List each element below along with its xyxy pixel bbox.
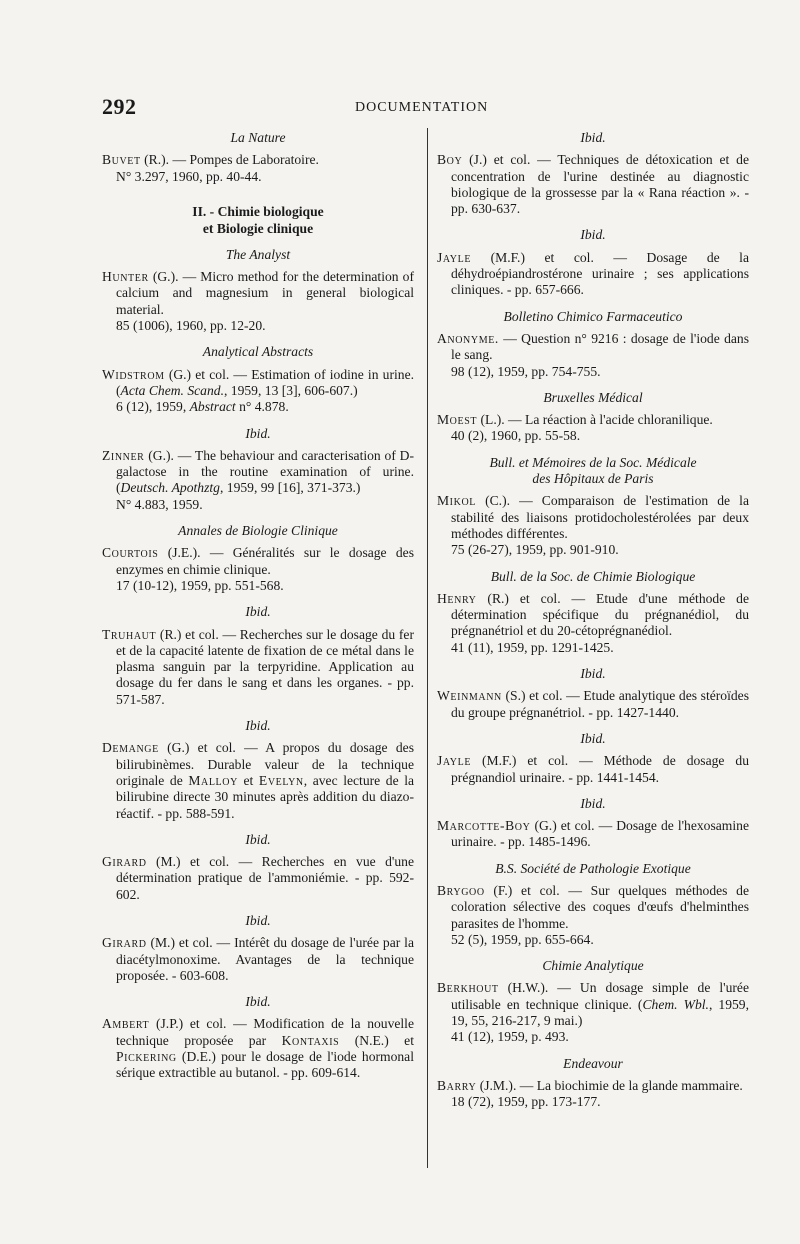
author: Girard [102,935,147,951]
journal-heading: La Nature [230,130,286,145]
entry-text: , avec lecture de la bilirubine directe 30 minutes après addition du diazo-réactif. - pp. 588-591. [116,772,415,821]
entry-text: (M.) et col. — Intérêt du dosage de l'urée par la diacétylmonoxime. Avantages de la technique proposée. - 603-608. [116,935,414,983]
bibliography-entry [102,627,414,708]
journal-heading: Ibid. [580,666,606,682]
bibliography-entry [102,545,414,594]
author: Widstrom [102,366,165,382]
journal-heading: Chimie Analytique [542,958,644,974]
bibliography-entry [102,935,414,984]
reference: 41 (12), 1959, p. 493. [451,1029,569,1045]
author: Brygoo [437,882,485,898]
reference: N° 4.883, 1959. [116,496,203,512]
journal-heading: Ibid. [580,730,606,746]
bibliography-entry [437,250,749,299]
bibliography-entry [437,688,749,721]
bibliography-entry [437,493,749,558]
entry-text: (J.) et col. — Techniques de détoxication et de concentration de l'urine destinée au diagnostic biologique de la grossesse par la « Rana réaction ». - pp. 630-637. [451,152,749,217]
journal-heading: Analytical Abstracts [202,344,314,360]
author: Weinmann [437,688,502,704]
entry-text: (S.) et col. — Etude analytique des stéroïdes du groupe prégnanétriol. - pp. 1427-1440. [451,688,749,720]
author: Ambert [102,1016,150,1032]
bibliography-entry [102,269,414,334]
reference: 41 (11), 1959, pp. 1291-1425. [451,639,614,655]
journal-heading: B.S. Société de Pathologie Exotique [495,860,691,876]
author: Boy [437,152,463,168]
author: Moest [437,412,478,428]
entry-text: — Question n° 9216 : dosage de l'iode dans le sang. [451,330,749,363]
section-heading-line: II. - Chimie biologique [192,203,324,219]
bibliography-entry [437,980,749,1045]
author: Marcotte-Boy [437,818,531,834]
author: Truhaut [102,626,157,642]
bibliography-entry [102,740,414,821]
journal-heading: Ibid. [245,425,271,441]
entry-text: , 1959, 19, 55, 216-217, 9 mai.) [451,996,749,1029]
entry-text: (M.) et col. — Recherches en vue d'une détermination pratique de l'ammoniémie. - pp. 592-602. [116,854,414,902]
entry-text: (R.) et col. — Etude d'une méthode de détermination spécifique du prégnanédiol, du prégnanétriol et du 20-cétoprégnanédiol. [451,590,749,639]
cited-journal: Chem. Wbl. [642,996,709,1012]
author: Mikol [437,493,476,509]
author: Jayle [437,249,472,265]
journal-heading: Ibid. [580,130,606,145]
reference-suffix: n° 4.878. [235,399,289,415]
author: Courtois [102,545,159,561]
bibliography-entry [437,883,749,948]
entry-text: (G.). — The behaviour and caracterisation of D-galactose in the routine examination of urine. ( [116,447,414,496]
author: Henry [437,590,477,606]
reference: 18 (72), 1959, pp. 173-177. [451,1094,601,1110]
reference: 17 (10-12), 1959, pp. 551-568. [116,577,284,593]
bibliography-entry [437,1078,749,1111]
bibliography-entry [102,448,414,513]
author: Zinner [102,447,145,463]
cited-author: Evelyn [258,772,304,788]
entry-text: (G.) et col. — Dosage de l'hexosamine urinaire. - pp. 1485-1496. [451,818,749,850]
author: Jayle [437,753,472,769]
right-column [437,130,749,1113]
journal-heading: Ibid. [580,795,606,811]
journal-heading: Ibid. [245,912,271,928]
reference: 40 (2), 1960, pp. 55-58. [451,428,581,444]
entry-text: (G.) et col. — A propos du dosage des bilirubinèmes. Durable valeur de la technique originale de [116,740,414,788]
journal-heading: The Analyst [225,246,291,262]
journal-heading [437,455,749,488]
author: Demange [102,740,159,756]
section-heading-line: et Biologie clinique [202,220,314,236]
journal-heading-line: des Hôpitaux de Paris [532,471,654,487]
cited-author: Pickering [116,1049,177,1065]
reference [116,399,414,415]
section-heading [102,203,414,237]
column-divider [427,128,428,1168]
entry-text: (F.) et col. — Sur quelques méthodes de coloration sélective des coques d'œufs d'helminthes parasites de l'homme. [451,882,749,931]
entry-text: (L.). — La réaction à l'acide chloranilique. [477,412,713,428]
entry-text: (J.M.). — La biochimie de la glande mammaire. [476,1077,743,1093]
bibliography-entry [437,331,749,380]
bibliography-entry [437,818,749,851]
reference: N° 3.297, 1960, pp. 40-44. [116,168,262,184]
journal-heading: Ibid. [245,831,271,847]
journal-heading: Ibid. [245,718,271,734]
author: Anonyme. [437,330,499,346]
entry-text: , 1959, 99 [16], 371-373.) [219,480,361,496]
entry-text: (C.). — Comparaison de l'estimation de la stabilité des liaisons protidocholestérolées par deux méthodes différentes. [451,493,749,541]
page-number: 292 [102,94,137,119]
author: Hunter [102,269,149,285]
entry-text: (N.E.) et [339,1032,414,1048]
entry-text: (J.P.) et col. — Modification de la nouvelle technique proposée par [116,1016,414,1048]
entry-text: (H.W.). — Un dosage simple de l'urée utilisable en technique clinique. ( [451,980,749,1012]
cited-journal: Acta Chem. Scand. [120,382,224,398]
bibliography-entry [102,854,414,903]
entry-text: et [237,772,259,788]
entry-text: (G.). — Micro method for the determination of calcium and magnesium in general biological material. [116,269,414,317]
bibliography-entry [437,152,749,217]
journal-heading: Ibid. [580,227,606,243]
journal-heading: Ibid. [245,994,271,1010]
reference: 98 (12), 1959, pp. 754-755. [451,363,601,379]
cited-author: Kontaxis [281,1032,340,1048]
cited-journal: Deutsch. Apothztg [120,480,220,496]
journal-heading: Annales de Biologie Clinique [178,523,338,539]
reference: 85 (1006), 1960, pp. 12-20. [116,318,266,334]
entry-text: (J.E.). — Généralités sur le dosage des enzymes en chimie clinique. [116,545,414,577]
journal-heading: Bruxelles Médical [543,389,643,405]
journal-heading: Bolletino Chimico Farmaceutico [503,308,683,324]
bibliography-entry [437,591,749,656]
bibliography-entry [437,412,749,445]
entry-text: , 1959, 13 [3], 606-607.) [223,382,358,398]
reference: 52 (5), 1959, pp. 655-664. [451,931,594,947]
reference: 75 (26-27), 1959, pp. 901-910. [451,542,619,558]
author: Berkhout [437,980,499,996]
reference-italic: Abstract [189,399,236,415]
journal-heading-line: Bull. et Mémoires de la Soc. Médicale [489,454,697,470]
entry-text: (R.). — Pompes de Laboratoire. [140,152,319,168]
entry-text: (G.) et col. — Estimation of iodine in urine. ( [116,366,414,398]
bibliography-entry [102,1016,414,1081]
author: Buvet [102,152,141,168]
entry-text: (M.F.) et col. — Méthode de dosage du prégnandiol urinaire. - pp. 1441-1454. [451,753,749,785]
cited-author: Malloy [188,772,238,788]
bibliography-entry [102,367,414,416]
running-title: DOCUMENTATION [355,100,489,115]
reference-prefix: 6 (12), 1959, [116,399,190,415]
journal-heading: Bull. de la Soc. de Chimie Biologique [490,568,696,584]
bibliography-entry [102,152,414,185]
journal-heading: Ibid. [245,604,271,620]
entry-text: (R.) et col. — Recherches sur le dosage du fer et de la capacité latente de fixation de ce métal dans le plasma sanguin par la terpyridine. Application au dosage du fer dans le sang et dans les organes. - pp. 571-587. [116,626,414,707]
left-column [102,130,414,1084]
author: Girard [102,854,147,870]
journal-heading: Endeavour [563,1055,623,1071]
entry-text: (M.F.) et col. — Dosage de la déhydroépiandrostérone urinaire ; ses applications cliniques. - pp. 657-666. [451,249,749,298]
author: Barry [437,1077,477,1093]
bibliography-entry [437,753,749,786]
entry-text: (D.E.) pour le dosage de l'iode hormonal sérique extractible au butanol. - pp. 609-614. [116,1049,414,1081]
